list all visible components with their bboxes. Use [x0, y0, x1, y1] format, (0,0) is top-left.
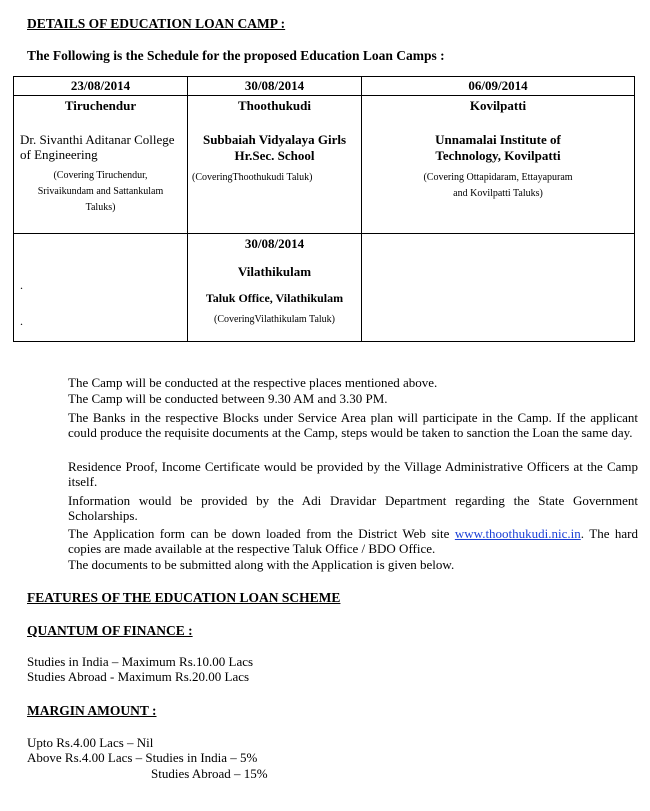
features-heading: FEATURES OF THE EDUCATION LOAN SCHEME: [27, 590, 341, 605]
camp-venue-line2: Technology, Kovilpatti: [435, 148, 561, 163]
note-application-form: [68, 527, 638, 556]
camp-coverage: (CoveringVilathikulam Taluk): [214, 314, 335, 325]
empty-cell-right: [362, 234, 635, 342]
margin-upto-4-lacs: Upto Rs.4.00 Lacs – Nil: [27, 735, 154, 750]
camp-cell-vilathikulam: [188, 234, 362, 342]
camp-place: Thoothukudi: [238, 98, 311, 113]
note-camp-timing: The Camp will be conducted between 9.30 AM and 3.30 PM.: [68, 391, 388, 406]
camp-coverage-line1: (Covering Ottapidaram, Ettayapuram: [423, 172, 573, 183]
date-cell-tiruchendur: 23/08/2014: [14, 77, 188, 96]
camp-venue-line2: of Engineering: [20, 147, 98, 162]
camp-coverage-line1: (CoveringThoothukudi Taluk): [192, 172, 313, 183]
note-application-text: The Application form can be down loaded from the District Web site: [68, 526, 455, 541]
camp-coverage-line3: Taluks): [85, 202, 116, 213]
note-camp-places: The Camp will be conducted at the respective places mentioned above.: [68, 375, 438, 390]
quantum-india: Studies in India – Maximum Rs.10.00 Lacs: [27, 654, 254, 669]
camp-venue-line1: Dr. Sivanthi Aditanar College: [20, 132, 175, 147]
schedule-table: [13, 76, 635, 342]
camp-venue: Taluk Office, Vilathikulam: [205, 291, 344, 305]
schedule-intro: The Following is the Schedule for the proposed Education Loan Camps :: [27, 48, 445, 63]
note-residence-proof: Residence Proof, Income Certificate would be provided by the Village Administrative Officers at the Camp itself.: [68, 459, 638, 489]
camp-coverage-line2: and Kovilpatti Taluks): [453, 188, 543, 199]
camp-venue-line2: Hr.Sec. School: [234, 148, 315, 163]
margin-above-4-lacs-abroad: Studies Abroad – 15%: [151, 766, 268, 781]
margin-above-4-lacs-india: Above Rs.4.00 Lacs – Studies in India – 5%: [27, 750, 258, 765]
date-cell-thoothukudi: 30/08/2014: [188, 77, 362, 96]
quantum-abroad: Studies Abroad - Maximum Rs.20.00 Lacs: [27, 669, 250, 684]
empty-cell-left: [14, 234, 188, 342]
camp-place: Vilathikulam: [237, 264, 312, 279]
page-title: DETAILS OF EDUCATION LOAN CAMP :: [27, 16, 286, 31]
date-row: [14, 77, 635, 96]
camp-date: 30/08/2014: [244, 236, 305, 251]
note-documents: The documents to be submitted along with the Application is given below.: [68, 557, 455, 572]
note-scholarships: Information would be provided by the Adi Dravidar Department regarding the State Government Scholarships.: [68, 493, 638, 523]
camp-cell-tiruchendur: [14, 96, 188, 234]
bullet-mark: .: [20, 278, 23, 292]
camp-cell-kovilpatti: [362, 96, 635, 234]
note-application-text-cont: . The hard copies are made available at the respective Taluk Office / BDO Office.: [68, 526, 639, 556]
camp-coverage-line1: (Covering Tiruchendur,: [53, 170, 148, 181]
camp-venue-line1: Unnamalai Institute of: [435, 132, 561, 147]
margin-heading: MARGIN AMOUNT :: [27, 703, 157, 718]
date-cell-kovilpatti: 06/09/2014: [362, 77, 635, 96]
camp-place: Kovilpatti: [469, 98, 527, 113]
camp-row-2: [14, 234, 635, 342]
district-website-link[interactable]: www.thoothukudi.nic.in: [454, 526, 581, 541]
camp-place: Tiruchendur: [64, 98, 137, 113]
camp-row-1: [14, 96, 635, 234]
note-banks: The Banks in the respective Blocks under Service Area plan will participate in the Camp. If the applicant could produce the requisite documents at the Camp, steps would be taken to sanction the Loan the same day.: [68, 410, 638, 440]
bullet-mark: .: [20, 314, 23, 328]
camp-venue-line1: Subbaiah Vidyalaya Girls: [202, 132, 347, 147]
quantum-heading: QUANTUM OF FINANCE :: [27, 623, 193, 638]
camp-coverage-line2: Srivaikundam and Sattankulam: [37, 186, 164, 197]
camp-cell-thoothukudi: [188, 96, 362, 234]
